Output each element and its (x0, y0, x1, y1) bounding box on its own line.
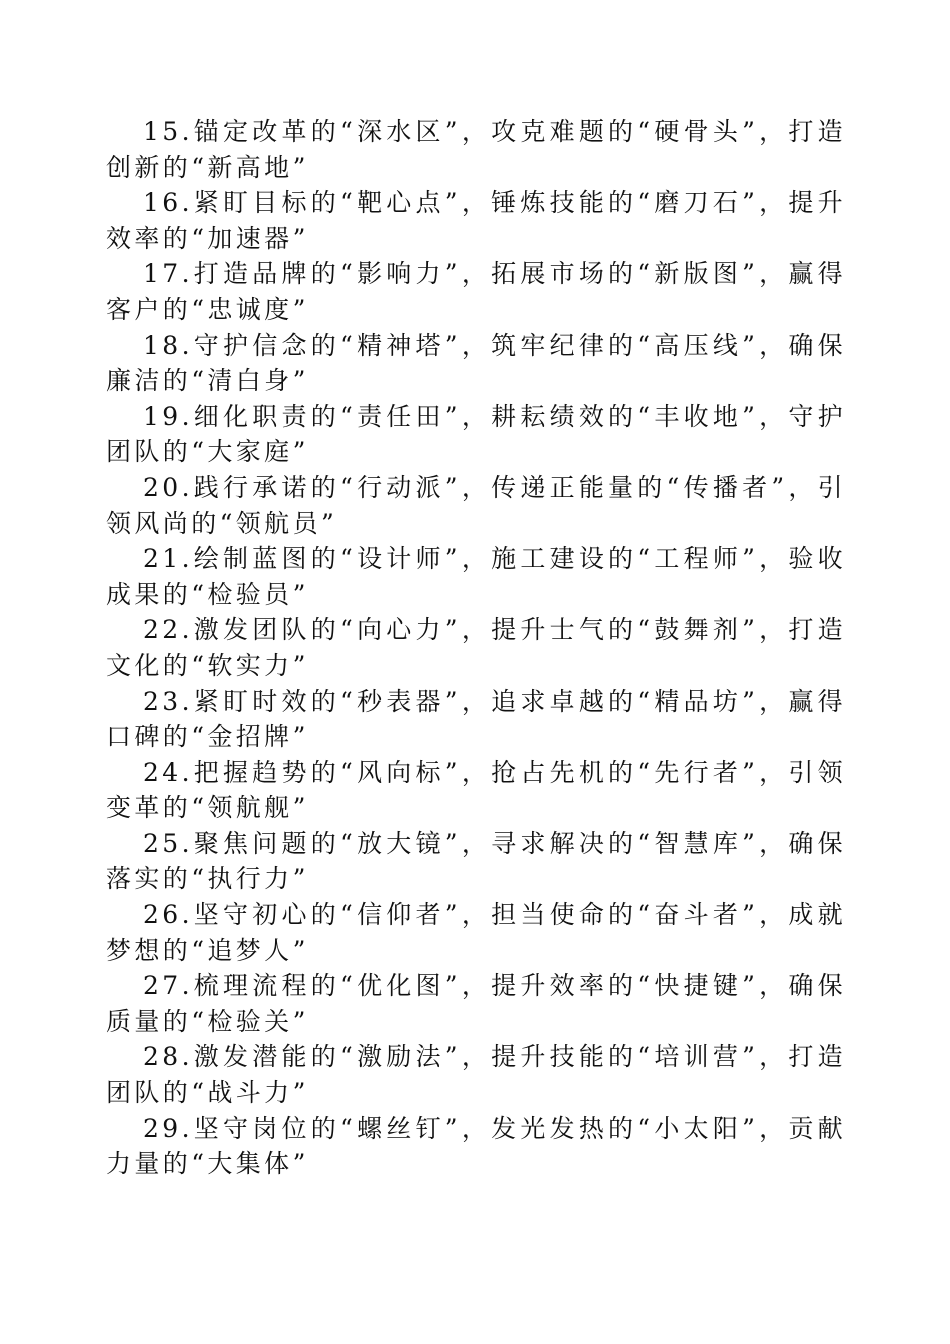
list-item: 20.践行承诺的“行动派”，传递正能量的“传播者”，引领风尚的“领航员” (106, 472, 846, 538)
list-item: 18.守护信念的“精神塔”，筑牢纪律的“高压线”，确保廉洁的“清白身” (106, 330, 846, 396)
document-body (106, 114, 846, 1182)
list-item: 15.锚定改革的“深水区”，攻克难题的“硬骨头”，打造创新的“新高地” (106, 117, 846, 182)
list-item: 22.激发团队的“向心力”，提升士气的“鼓舞剂”，打造文化的“软实力” (106, 615, 846, 680)
list-item: 29.坚守岗位的“螺丝钉”，发光发热的“小太阳”，贡献力量的“大集体” (106, 1113, 846, 1179)
list-item: 24.把握趋势的“风向标”，抢占先机的“先行者”，引领变革的“领航舰” (106, 757, 846, 823)
list-item: 19.细化职责的“责任田”，耕耘绩效的“丰收地”，守护团队的“大家庭” (106, 401, 846, 467)
list-item: 17.打造品牌的“影响力”，拓展市场的“新版图”，赢得客户的“忠诚度” (106, 259, 846, 324)
list-item: 28.激发潜能的“激励法”，提升技能的“培训营”，打造团队的“战斗力” (106, 1042, 846, 1108)
list-item: 25.聚焦问题的“放大镜”，寻求解决的“智慧库”，确保落实的“执行力” (106, 828, 846, 894)
list-item: 16.紧盯目标的“靶心点”，锤炼技能的“磨刀石”，提升效率的“加速器” (106, 188, 846, 253)
list-item: 21.绘制蓝图的“设计师”，施工建设的“工程师”，验收成果的“检验员” (106, 544, 846, 609)
list-item: 23.紧盯时效的“秒表器”，追求卓越的“精品坊”，赢得口碑的“金招牌” (106, 686, 846, 752)
list-item: 27.梳理流程的“优化图”，提升效率的“快捷键”，确保质量的“检验关” (106, 971, 846, 1036)
list-item: 26.坚守初心的“信仰者”，担当使命的“奋斗者”，成就梦想的“追梦人” (106, 900, 846, 965)
